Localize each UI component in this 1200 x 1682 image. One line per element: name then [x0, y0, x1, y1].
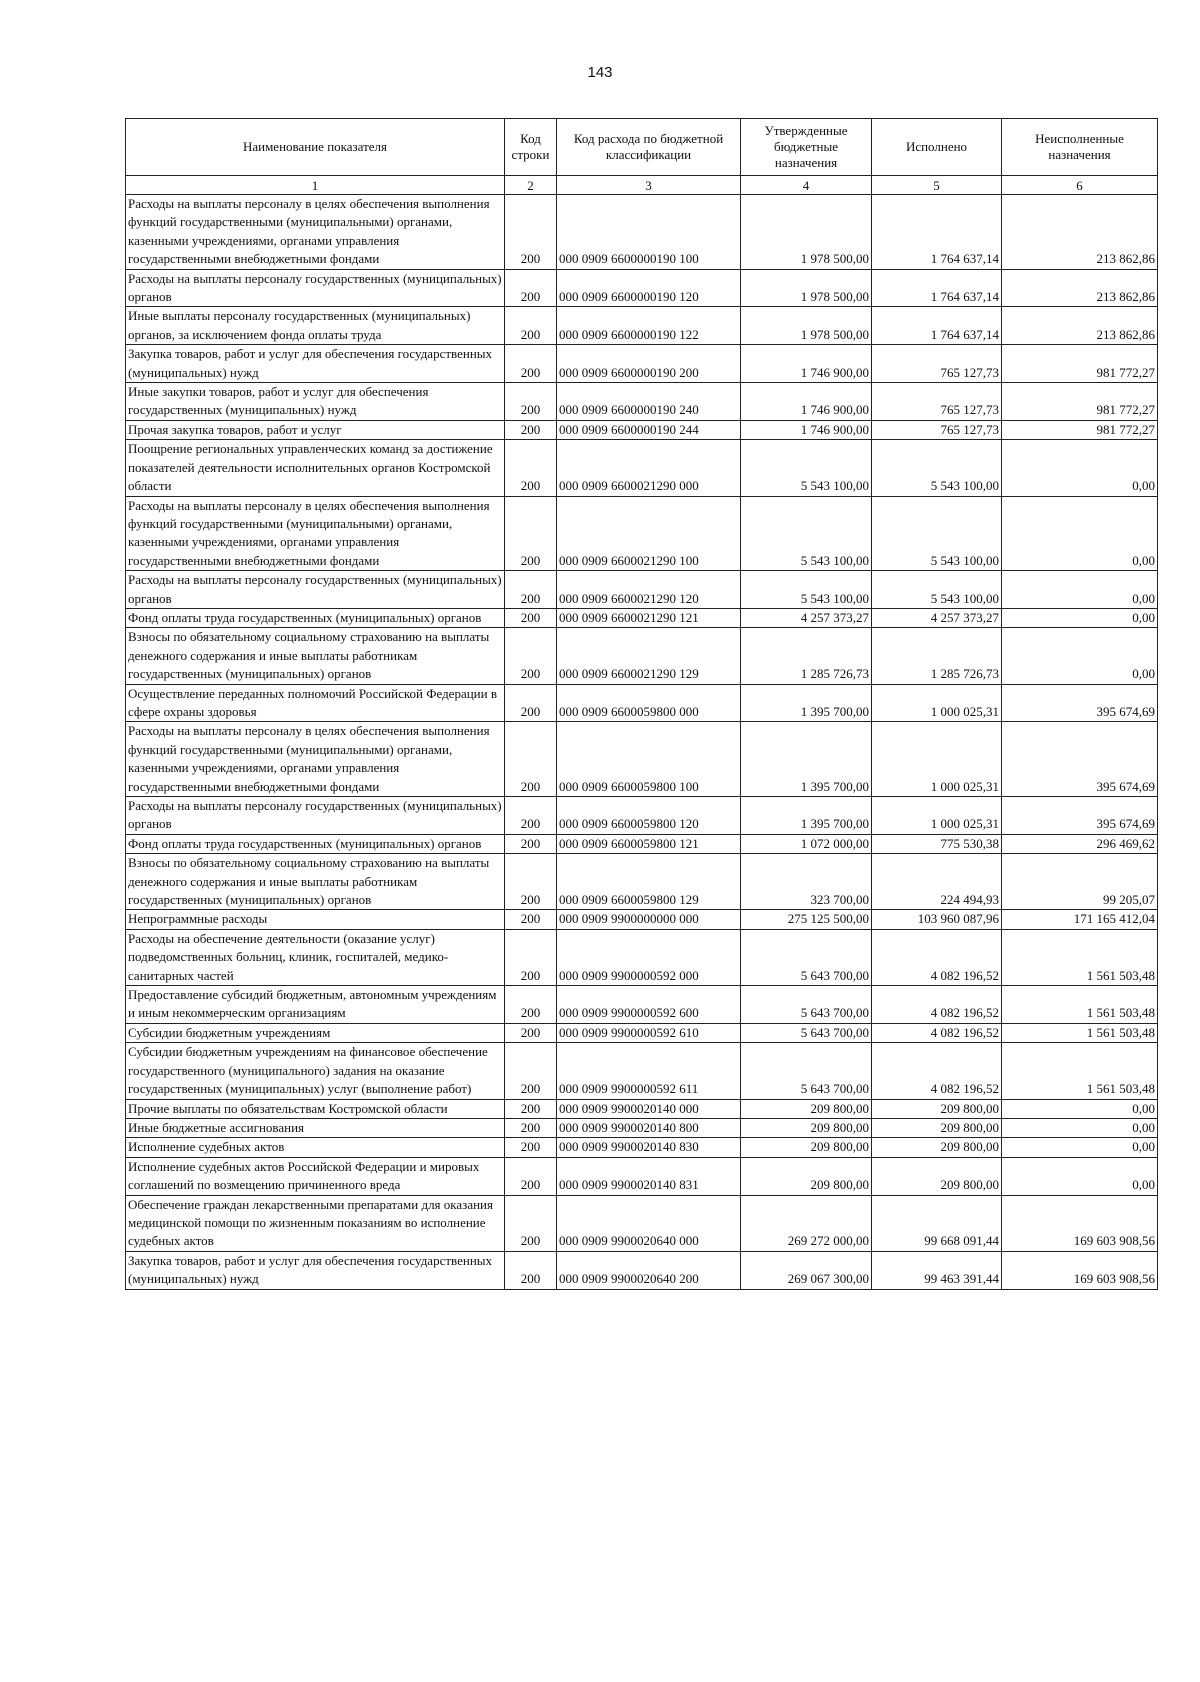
row-unexecuted-cell: 395 674,69 [1002, 684, 1158, 722]
row-executed-cell: 4 257 373,27 [872, 608, 1002, 627]
row-name-cell: Взносы по обязательному социальному страхованию на выплаты денежного содержания и иные выплаты работникам государственных (муниципальных) органов [126, 854, 505, 910]
row-approved-cell: 275 125 500,00 [741, 910, 872, 929]
row-budget-code-cell: 000 0909 6600021290 129 [557, 628, 741, 684]
row-name-cell: Расходы на обеспечение деятельности (оказание услуг) подведомственных больниц, клиник, госпиталей, медико-санитарных частей [126, 929, 505, 985]
row-executed-cell: 209 800,00 [872, 1138, 1002, 1157]
row-line-code-cell: 200 [505, 1099, 557, 1118]
row-approved-cell: 5 543 100,00 [741, 571, 872, 609]
row-name-cell: Предоставление субсидий бюджетным, автономным учреждениям и иным некоммерческим организациям [126, 986, 505, 1024]
row-budget-code-cell: 000 0909 6600021290 000 [557, 440, 741, 496]
row-line-code-cell: 200 [505, 910, 557, 929]
row-unexecuted-cell: 171 165 412,04 [1002, 910, 1158, 929]
row-line-code-cell: 200 [505, 195, 557, 270]
row-approved-cell: 1 395 700,00 [741, 722, 872, 797]
row-line-code-cell: 200 [505, 383, 557, 421]
row-name-cell: Взносы по обязательному социальному страхованию на выплаты денежного содержания и иные выплаты работникам государственных (муниципальных) органов [126, 628, 505, 684]
row-name-cell: Расходы на выплаты персоналу государственных (муниципальных) органов [126, 797, 505, 835]
row-executed-cell: 4 082 196,52 [872, 1043, 1002, 1099]
row-line-code-cell: 200 [505, 345, 557, 383]
row-approved-cell: 209 800,00 [741, 1099, 872, 1118]
row-line-code-cell: 200 [505, 929, 557, 985]
table-row [126, 496, 1158, 571]
row-line-code-cell: 200 [505, 722, 557, 797]
row-name-cell: Субсидии бюджетным учреждениям [126, 1023, 505, 1042]
row-line-code-cell: 200 [505, 1157, 557, 1195]
table-row [126, 420, 1158, 439]
row-unexecuted-cell: 981 772,27 [1002, 383, 1158, 421]
table-row [126, 571, 1158, 609]
row-executed-cell: 4 082 196,52 [872, 1023, 1002, 1042]
row-name-cell: Иные бюджетные ассигнования [126, 1118, 505, 1137]
row-name-cell: Расходы на выплаты персоналу государственных (муниципальных) органов [126, 269, 505, 307]
row-executed-cell: 1 285 726,73 [872, 628, 1002, 684]
row-line-code-cell: 200 [505, 1043, 557, 1099]
column-number: 2 [505, 176, 557, 195]
row-name-cell: Исполнение судебных актов Российской Федерации и мировых соглашений по возмещению причиненного вреда [126, 1157, 505, 1195]
row-budget-code-cell: 000 0909 6600000190 120 [557, 269, 741, 307]
table-row [126, 1023, 1158, 1042]
row-executed-cell: 209 800,00 [872, 1118, 1002, 1137]
row-executed-cell: 103 960 087,96 [872, 910, 1002, 929]
row-unexecuted-cell: 1 561 503,48 [1002, 1023, 1158, 1042]
row-executed-cell: 1 000 025,31 [872, 797, 1002, 835]
row-unexecuted-cell: 99 205,07 [1002, 854, 1158, 910]
row-line-code-cell: 200 [505, 684, 557, 722]
row-name-cell: Закупка товаров, работ и услуг для обеспечения государственных (муниципальных) нужд [126, 345, 505, 383]
row-approved-cell: 209 800,00 [741, 1157, 872, 1195]
row-unexecuted-cell: 0,00 [1002, 1099, 1158, 1118]
row-budget-code-cell: 000 0909 9900020640 200 [557, 1251, 741, 1289]
table-row [126, 1043, 1158, 1099]
row-unexecuted-cell: 0,00 [1002, 1157, 1158, 1195]
row-budget-code-cell: 000 0909 9900020140 830 [557, 1138, 741, 1157]
row-budget-code-cell: 000 0909 9900000000 000 [557, 910, 741, 929]
header-line-code: Код строки [505, 119, 557, 176]
row-executed-cell: 765 127,73 [872, 383, 1002, 421]
row-approved-cell: 5 543 100,00 [741, 496, 872, 571]
row-approved-cell: 1 746 900,00 [741, 383, 872, 421]
row-approved-cell: 4 257 373,27 [741, 608, 872, 627]
row-name-cell: Закупка товаров, работ и услуг для обеспечения государственных (муниципальных) нужд [126, 1251, 505, 1289]
row-budget-code-cell: 000 0909 9900000592 600 [557, 986, 741, 1024]
budget-execution-table [125, 118, 1158, 1290]
row-approved-cell: 1 395 700,00 [741, 797, 872, 835]
header-approved: Утвержденные бюджетные назначения [741, 119, 872, 176]
row-budget-code-cell: 000 0909 9900020640 000 [557, 1195, 741, 1251]
row-budget-code-cell: 000 0909 6600000190 100 [557, 195, 741, 270]
row-executed-cell: 5 543 100,00 [872, 440, 1002, 496]
row-budget-code-cell: 000 0909 6600059800 129 [557, 854, 741, 910]
row-budget-code-cell: 000 0909 6600059800 100 [557, 722, 741, 797]
table-body [126, 176, 1158, 1290]
row-name-cell: Иные закупки товаров, работ и услуг для обеспечения государственных (муниципальных) нужд [126, 383, 505, 421]
row-line-code-cell: 200 [505, 571, 557, 609]
row-name-cell: Прочая закупка товаров, работ и услуг [126, 420, 505, 439]
table-row [126, 440, 1158, 496]
table-row [126, 307, 1158, 345]
row-budget-code-cell: 000 0909 6600000190 200 [557, 345, 741, 383]
row-name-cell: Непрограммные расходы [126, 910, 505, 929]
row-name-cell: Расходы на выплаты персоналу государственных (муниципальных) органов [126, 571, 505, 609]
row-approved-cell: 5 643 700,00 [741, 1043, 872, 1099]
row-budget-code-cell: 000 0909 9900000592 000 [557, 929, 741, 985]
table-row [126, 929, 1158, 985]
row-executed-cell: 775 530,38 [872, 834, 1002, 853]
row-unexecuted-cell: 213 862,86 [1002, 195, 1158, 270]
row-budget-code-cell: 000 0909 6600059800 121 [557, 834, 741, 853]
table-row [126, 269, 1158, 307]
row-line-code-cell: 200 [505, 496, 557, 571]
row-line-code-cell: 200 [505, 440, 557, 496]
table-row [126, 910, 1158, 929]
table-row [126, 834, 1158, 853]
row-budget-code-cell: 000 0909 6600021290 100 [557, 496, 741, 571]
row-unexecuted-cell: 981 772,27 [1002, 345, 1158, 383]
row-approved-cell: 5 543 100,00 [741, 440, 872, 496]
row-budget-code-cell: 000 0909 6600000190 244 [557, 420, 741, 439]
row-executed-cell: 99 668 091,44 [872, 1195, 1002, 1251]
table-row [126, 383, 1158, 421]
row-budget-code-cell: 000 0909 6600000190 122 [557, 307, 741, 345]
row-name-cell: Осуществление переданных полномочий Российской Федерации в сфере охраны здоровья [126, 684, 505, 722]
row-unexecuted-cell: 296 469,62 [1002, 834, 1158, 853]
row-approved-cell: 1 746 900,00 [741, 420, 872, 439]
row-line-code-cell: 200 [505, 1118, 557, 1137]
header-indicator-name: Наименование показателя [126, 119, 505, 176]
row-executed-cell: 765 127,73 [872, 345, 1002, 383]
table-row [126, 986, 1158, 1024]
row-executed-cell: 224 494,93 [872, 854, 1002, 910]
table-row [126, 628, 1158, 684]
table-header-row [126, 119, 1158, 176]
row-budget-code-cell: 000 0909 6600059800 120 [557, 797, 741, 835]
row-line-code-cell: 200 [505, 608, 557, 627]
table-row [126, 1157, 1158, 1195]
row-budget-code-cell: 000 0909 6600021290 120 [557, 571, 741, 609]
row-approved-cell: 5 643 700,00 [741, 929, 872, 985]
row-unexecuted-cell: 0,00 [1002, 440, 1158, 496]
row-executed-cell: 1 764 637,14 [872, 307, 1002, 345]
row-approved-cell: 269 067 300,00 [741, 1251, 872, 1289]
table-row [126, 1195, 1158, 1251]
row-executed-cell: 5 543 100,00 [872, 571, 1002, 609]
row-line-code-cell: 200 [505, 269, 557, 307]
row-unexecuted-cell: 0,00 [1002, 608, 1158, 627]
row-unexecuted-cell: 0,00 [1002, 628, 1158, 684]
row-name-cell: Расходы на выплаты персоналу в целях обеспечения выполнения функций государственными (муниципальными) органами, казенными учреждениями, органами управления государственными внебюджетными фондами [126, 195, 505, 270]
table-row [126, 345, 1158, 383]
row-name-cell: Обеспечение граждан лекарственными препаратами для оказания медицинской помощи по жизненным показаниям во исполнение судебных актов [126, 1195, 505, 1251]
row-budget-code-cell: 000 0909 9900020140 831 [557, 1157, 741, 1195]
row-name-cell: Расходы на выплаты персоналу в целях обеспечения выполнения функций государственными (муниципальными) органами, казенными учреждениями, органами управления государственными внебюджетными фондами [126, 496, 505, 571]
row-unexecuted-cell: 169 603 908,56 [1002, 1195, 1158, 1251]
row-line-code-cell: 200 [505, 1023, 557, 1042]
column-number: 1 [126, 176, 505, 195]
row-line-code-cell: 200 [505, 1251, 557, 1289]
column-number: 4 [741, 176, 872, 195]
column-number: 3 [557, 176, 741, 195]
row-line-code-cell: 200 [505, 797, 557, 835]
row-executed-cell: 1 764 637,14 [872, 269, 1002, 307]
row-approved-cell: 1 395 700,00 [741, 684, 872, 722]
row-budget-code-cell: 000 0909 9900000592 610 [557, 1023, 741, 1042]
row-budget-code-cell: 000 0909 9900020140 000 [557, 1099, 741, 1118]
row-unexecuted-cell: 1 561 503,48 [1002, 1043, 1158, 1099]
row-approved-cell: 209 800,00 [741, 1118, 872, 1137]
column-number: 5 [872, 176, 1002, 195]
row-approved-cell: 5 643 700,00 [741, 986, 872, 1024]
row-executed-cell: 5 543 100,00 [872, 496, 1002, 571]
row-name-cell: Субсидии бюджетным учреждениям на финансовое обеспечение государственного (муниципального) задания на оказание государственных (муниципальных) услуг (выполнение работ) [126, 1043, 505, 1099]
row-name-cell: Фонд оплаты труда государственных (муниципальных) органов [126, 608, 505, 627]
table-row [126, 722, 1158, 797]
row-executed-cell: 1 764 637,14 [872, 195, 1002, 270]
row-line-code-cell: 200 [505, 628, 557, 684]
row-line-code-cell: 200 [505, 1195, 557, 1251]
row-unexecuted-cell: 213 862,86 [1002, 269, 1158, 307]
row-budget-code-cell: 000 0909 6600021290 121 [557, 608, 741, 627]
table-row [126, 608, 1158, 627]
row-approved-cell: 1 978 500,00 [741, 307, 872, 345]
column-number: 6 [1002, 176, 1158, 195]
table-row [126, 1099, 1158, 1118]
row-executed-cell: 4 082 196,52 [872, 986, 1002, 1024]
page-number: 143 [587, 64, 613, 81]
column-number-row [126, 176, 1158, 195]
row-unexecuted-cell: 0,00 [1002, 571, 1158, 609]
row-name-cell: Прочие выплаты по обязательствам Костромской области [126, 1099, 505, 1118]
row-budget-code-cell: 000 0909 9900000592 611 [557, 1043, 741, 1099]
row-approved-cell: 1 285 726,73 [741, 628, 872, 684]
row-line-code-cell: 200 [505, 834, 557, 853]
row-unexecuted-cell: 169 603 908,56 [1002, 1251, 1158, 1289]
row-budget-code-cell: 000 0909 6600000190 240 [557, 383, 741, 421]
table-row [126, 1251, 1158, 1289]
row-approved-cell: 1 978 500,00 [741, 195, 872, 270]
table-row [126, 797, 1158, 835]
row-approved-cell: 1 746 900,00 [741, 345, 872, 383]
row-executed-cell: 209 800,00 [872, 1099, 1002, 1118]
row-executed-cell: 99 463 391,44 [872, 1251, 1002, 1289]
row-line-code-cell: 200 [505, 307, 557, 345]
row-unexecuted-cell: 1 561 503,48 [1002, 929, 1158, 985]
header-executed: Исполнено [872, 119, 1002, 176]
row-approved-cell: 5 643 700,00 [741, 1023, 872, 1042]
row-executed-cell: 1 000 025,31 [872, 684, 1002, 722]
row-approved-cell: 1 072 000,00 [741, 834, 872, 853]
table-row [126, 684, 1158, 722]
row-executed-cell: 1 000 025,31 [872, 722, 1002, 797]
row-name-cell: Поощрение региональных управленческих команд за достижение показателей деятельности исполнительных органов Костромской области [126, 440, 505, 496]
row-budget-code-cell: 000 0909 9900020140 800 [557, 1118, 741, 1137]
table-row [126, 1118, 1158, 1137]
table-row [126, 1138, 1158, 1157]
row-unexecuted-cell: 0,00 [1002, 1118, 1158, 1137]
table-row [126, 854, 1158, 910]
row-name-cell: Расходы на выплаты персоналу в целях обеспечения выполнения функций государственными (муниципальными) органами, казенными учреждениями, органами управления государственными внебюджетными фондами [126, 722, 505, 797]
table-row [126, 195, 1158, 270]
row-unexecuted-cell: 395 674,69 [1002, 797, 1158, 835]
row-line-code-cell: 200 [505, 420, 557, 439]
row-name-cell: Иные выплаты персоналу государственных (муниципальных) органов, за исключением фонда оплаты труда [126, 307, 505, 345]
row-unexecuted-cell: 981 772,27 [1002, 420, 1158, 439]
row-approved-cell: 323 700,00 [741, 854, 872, 910]
row-name-cell: Исполнение судебных актов [126, 1138, 505, 1157]
row-line-code-cell: 200 [505, 986, 557, 1024]
row-name-cell: Фонд оплаты труда государственных (муниципальных) органов [126, 834, 505, 853]
header-unexecuted: Неисполненные назначения [1002, 119, 1158, 176]
row-executed-cell: 765 127,73 [872, 420, 1002, 439]
row-line-code-cell: 200 [505, 854, 557, 910]
row-unexecuted-cell: 213 862,86 [1002, 307, 1158, 345]
row-approved-cell: 269 272 000,00 [741, 1195, 872, 1251]
row-budget-code-cell: 000 0909 6600059800 000 [557, 684, 741, 722]
row-approved-cell: 1 978 500,00 [741, 269, 872, 307]
row-executed-cell: 4 082 196,52 [872, 929, 1002, 985]
row-unexecuted-cell: 395 674,69 [1002, 722, 1158, 797]
row-approved-cell: 209 800,00 [741, 1138, 872, 1157]
header-budget-code: Код расхода по бюджетной классификации [557, 119, 741, 176]
row-line-code-cell: 200 [505, 1138, 557, 1157]
row-unexecuted-cell: 1 561 503,48 [1002, 986, 1158, 1024]
row-unexecuted-cell: 0,00 [1002, 1138, 1158, 1157]
row-executed-cell: 209 800,00 [872, 1157, 1002, 1195]
row-unexecuted-cell: 0,00 [1002, 496, 1158, 571]
